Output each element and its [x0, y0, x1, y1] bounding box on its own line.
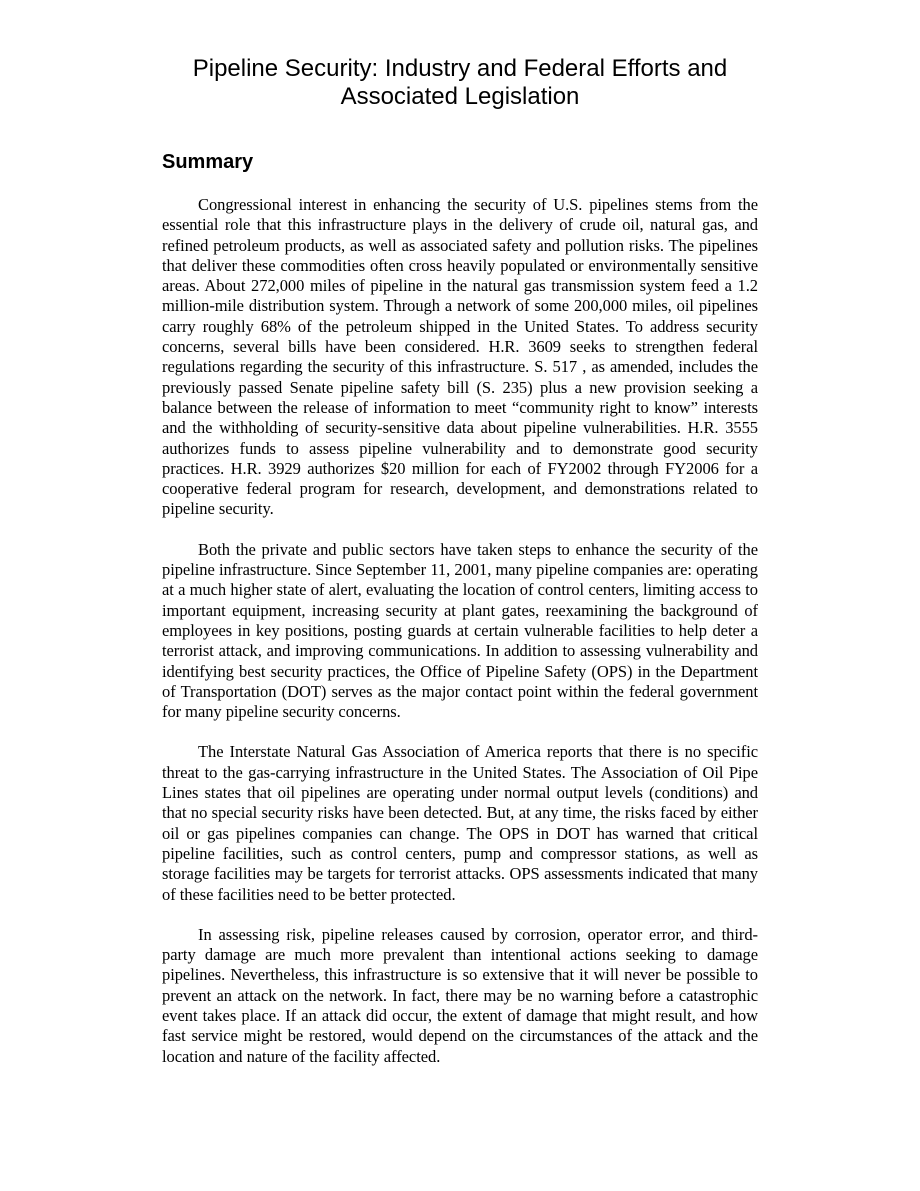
summary-paragraph-4: In assessing risk, pipeline releases caused by corrosion, operator error, and third-party damage are much more prevalent than intentional actions seeking to damage pipelines. Nevertheless, this infrastructure is so extensive that it will never be possible to prevent an attack on the network. In fact, there may be no warning before a catastrophic event takes place. If an attack did occur, the extent of damage that might result, and how fast service might be restored, would depend on the circumstances of the attack and the location and nature of the facility affected.	[162, 924, 758, 1066]
summary-paragraph-2: Both the private and public sectors have taken steps to enhance the security of the pipeline infrastructure. Since September 11, 2001, many pipeline companies are: operating at a much higher state of alert, evaluating the location of control centers, limiting access to important equipment, increasing security at plant gates, reexamining the background of employees in key positions, posting guards at certain vulnerable facilities to help deter a terrorist attack, and improving communications. In addition to assessing vulnerability and identifying best security practices, the Office of Pipeline Safety (OPS) in the Department of Transportation (DOT) serves as the major contact point within the federal government for many pipeline security concerns.	[162, 539, 758, 722]
title-line-2: Associated Legislation	[340, 83, 580, 110]
summary-body	[162, 195, 758, 1087]
document-title	[150, 55, 770, 111]
section-heading-summary: Summary	[162, 151, 254, 173]
title-line-1: Pipeline Security: Industry and Federal Efforts and	[192, 55, 728, 82]
summary-paragraph-1: Congressional interest in enhancing the security of U.S. pipelines stems from the essential role that this infrastructure plays in the delivery of crude oil, natural gas, and refined petroleum products, as well as associated safety and pollution risks. The pipelines that deliver these commodities often cross heavily populated or environmentally sensitive areas. About 272,000 miles of pipeline in the natural gas transmission system feed a 1.2 million-mile distribution system. Through a network of some 200,000 miles, oil pipelines carry roughly 68% of the petroleum shipped in the United States. To address security concerns, several bills have been considered. H.R. 3609 seeks to strengthen federal regulations regarding the security of this infrastructure. S. 517 , as amended, includes the previously passed Senate pipeline safety bill (S. 235) plus a new provision seeking a balance between the release of information to meet “community right to know” interests and the withholding of security-sensitive data about pipeline vulnerabilities. H.R. 3555 authorizes funds to assess pipeline vulnerability and to demonstrate good security practices. H.R. 3929 authorizes $20 million for each of FY2002 through FY2006 for a cooperative federal program for research, development, and demonstrations related to pipeline security.	[162, 195, 758, 519]
summary-paragraph-3: The Interstate Natural Gas Association of America reports that there is no specific threat to the gas-carrying infrastructure in the United States. The Association of Oil Pipe Lines states that oil pipelines are operating under normal output levels (conditions) and that no special security risks have been detected. But, at any time, the risks faced by either oil or gas pipelines companies can change. The OPS in DOT has warned that critical pipeline facilities, such as control centers, pump and compressor stations, as well as storage facilities may be targets for terrorist attacks. OPS assessments indicated that many of these facilities need to be better protected.	[162, 742, 758, 904]
